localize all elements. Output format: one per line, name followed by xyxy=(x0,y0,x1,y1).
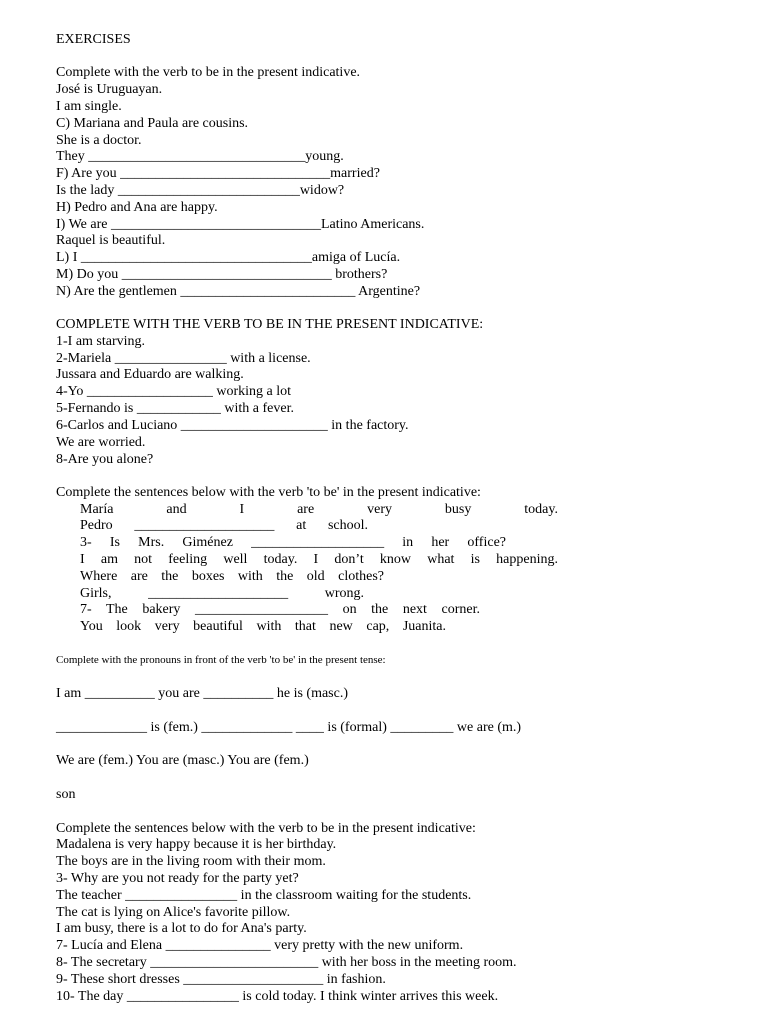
exercise-line: 6-Carlos and Luciano _____________________ in the factory. xyxy=(56,418,409,433)
exercise-line: H) Pedro and Ana are happy. xyxy=(56,200,218,215)
section4-instruction: Complete with the pronouns in front of the verb 'to be' in the present tense: xyxy=(56,654,386,666)
exercise-line: L) I _________________________________amiga of Lucía. xyxy=(56,250,401,265)
pronoun-line: We are (fem.) You are (masc.) You are (fem.) xyxy=(56,753,309,768)
section3-instruction: Complete the sentences below with the verb 'to be' in the present indicative: xyxy=(56,485,481,500)
exercise-line: 2-Mariela ________________ with a license. xyxy=(56,351,311,366)
exercise-line: 5-Fernando is ____________ with a fever. xyxy=(56,401,294,416)
exercise-line: I am busy, there is a lot to do for Ana's party. xyxy=(56,921,307,936)
exercise-line: Girls, ____________________ wrong. xyxy=(80,586,364,601)
exercise-line: I) We are ______________________________Latino Americans. xyxy=(56,217,425,232)
exercise-line: The teacher ________________ in the classroom waiting for the students. xyxy=(56,888,472,903)
exercise-line: Madalena is very happy because it is her birthday. xyxy=(56,837,337,852)
exercise-line: I am not feeling well today. I don’t know what is happening. xyxy=(80,552,558,567)
exercise-line: 3- Is Mrs. Giménez ___________________ in her office? xyxy=(80,535,506,550)
exercise-line: José is Uruguayan. xyxy=(56,82,163,97)
page-title: EXERCISES xyxy=(56,32,131,47)
exercise-line: 4-Yo __________________ working a lot xyxy=(56,384,292,399)
exercise-line: N) Are the gentlemen _________________________ Argentine? xyxy=(56,284,421,299)
exercise-line: We are worried. xyxy=(56,435,146,450)
exercise-line: The cat is lying on Alice's favorite pillow. xyxy=(56,905,291,920)
exercise-line: Where are the boxes with the old clothes? xyxy=(80,569,384,584)
exercise-line: Raquel is beautiful. xyxy=(56,233,166,248)
section2-instruction: COMPLETE WITH THE VERB TO BE IN THE PRESENT INDICATIVE: xyxy=(56,317,484,332)
exercise-line: C) Mariana and Paula are cousins. xyxy=(56,116,249,131)
exercise-line: Is the lady __________________________widow? xyxy=(56,183,345,198)
exercise-line: 10- The day ________________ is cold today. I think winter arrives this week. xyxy=(56,989,499,1004)
exercise-line: Jussara and Eduardo are walking. xyxy=(56,367,244,382)
exercise-line: Pedro ____________________ at school. xyxy=(80,518,368,533)
exercise-line: 9- These short dresses ____________________ in fashion. xyxy=(56,972,386,987)
exercise-line: 3- Why are you not ready for the party yet? xyxy=(56,871,299,886)
exercise-line: F) Are you ______________________________married? xyxy=(56,166,380,181)
pronoun-line: _____________ is (fem.) _____________ ____ is (formal) _________ we are (m.) xyxy=(56,720,522,735)
exercise-line: 1-I am starving. xyxy=(56,334,146,349)
pronoun-line: I am __________ you are __________ he is (masc.) xyxy=(56,686,348,701)
exercise-line: 8-Are you alone? xyxy=(56,452,154,467)
section5-instruction: Complete the sentences below with the verb to be in the present indicative: xyxy=(56,821,476,836)
section1-instruction: Complete with the verb to be in the present indicative. xyxy=(56,65,361,80)
exercise-line: M) Do you ______________________________ brothers? xyxy=(56,267,388,282)
exercise-line: 7- The bakery ___________________ on the next corner. xyxy=(80,602,480,617)
exercise-line: You look very beautiful with that new cap, Juanita. xyxy=(80,619,446,634)
exercise-line: María and I are very busy today. xyxy=(80,502,558,517)
exercise-line: They _______________________________young. xyxy=(56,149,344,164)
exercise-line: She is a doctor. xyxy=(56,133,142,148)
exercise-line: 7- Lucía and Elena _______________ very pretty with the new uniform. xyxy=(56,938,464,953)
exercise-line: The boys are in the living room with their mom. xyxy=(56,854,326,869)
exercise-line: I am single. xyxy=(56,99,122,114)
exercise-line: 8- The secretary ________________________ with her boss in the meeting room. xyxy=(56,955,517,970)
pronoun-line: son xyxy=(56,787,76,802)
